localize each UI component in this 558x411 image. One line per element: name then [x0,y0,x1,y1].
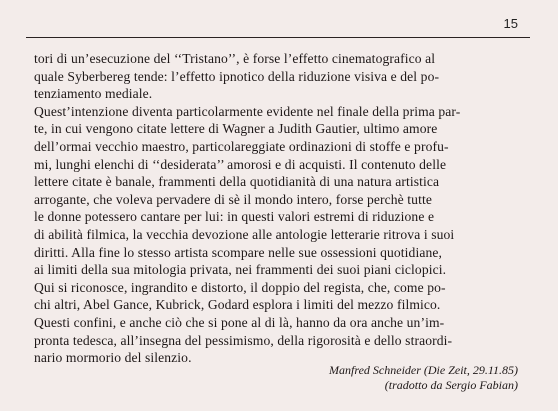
body-line: lettere citate è banale, frammenti della quotidianità di una natura artistica [34,174,440,190]
body-line: ai limiti della sua mitologia privata, nei frammenti dei suoi piani ciclopici. [34,262,447,278]
body-line: tori di un’esecuzione del ‘‘Tristano’’, è forse l’effetto cinematografico al [34,51,436,66]
body-line: le donne potessero cantare per lui: in questi valori estremi di riduzione e [34,209,435,225]
body-line: te, in cui vengono citate lettere di Wagner a Judith Gautier, ultimo amore [34,121,438,137]
body-line: chi altri, Abel Gance, Kubrick, Godard esplora i limiti del mezzo filmico. [34,297,441,313]
body-line: tenziamento mediale. [34,86,153,102]
author-citation: Manfred Schneider (Die Zeit, 29.11.85) [329,363,518,377]
article-body [34,50,524,367]
body-line: diritti. Alla fine lo stesso artista scompare nelle sue ossessioni quotidiane, [34,244,442,260]
attribution [329,363,518,393]
body-line: dell’ormai vecchio maestro, particolareggiate ordinazioni di stoffe e profu- [34,138,449,154]
translator-credit: (tradotto da Sergio Fabian) [384,378,518,392]
header-rule [26,37,530,38]
page-number: 15 [503,16,518,31]
body-line: Qui si riconosce, ingrandito e distorto, il doppio del regista, che, come po- [34,279,446,295]
body-line: pronta tedesca, all’insegna del pessimismo, della rigorosità e dello straordi- [34,332,453,348]
body-line: mi, lunghi elenchi di ‘‘desiderata’’ amorosi e di acquisti. Il contenuto delle [34,156,447,172]
body-line: arrogante, che voleva pervadere di sè il mondo intero, forse perchè tutte [34,191,432,207]
body-line: quale Syberbereg tende: l’effetto ipnotico della riduzione visiva e del po- [34,68,440,84]
body-line: di abilità filmica, la vecchia devozione alle antologie letterarie ritrova i suoi [34,226,455,242]
body-line: Questi confini, e anche ciò che si pone al di là, hanno da ora anche un’im- [34,314,445,330]
body-line: nario mormorio del silenzio. [34,350,192,366]
body-line: Quest’intenzione diventa particolarmente evidente nel finale della prima par- [34,103,461,119]
